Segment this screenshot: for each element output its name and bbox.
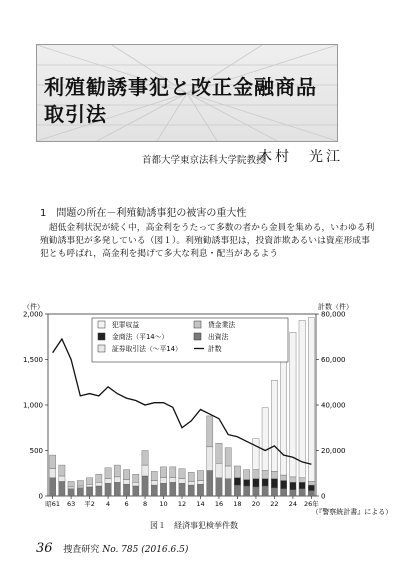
bar-segment: [253, 479, 259, 487]
bar-segment: [105, 479, 111, 484]
bar-segment: [123, 470, 129, 480]
bar-segment: [299, 489, 305, 496]
body-paragraph: 超低金利状況が続く中，高金利をうたって多数の者から金員を集める，いわゆる利殖勧誘事犯が多発している（図１）。利殖勧誘事犯は，投資詐欺あるいは資産形成事犯とも呼ばれ，高金利を掲げて多大な利息・配当があるよう: [40, 223, 375, 259]
left-axis-tick-label: 1,500: [22, 356, 43, 364]
page-number: 36: [36, 541, 53, 556]
chart-source-note: （『警察統計書』による）: [311, 508, 393, 516]
bar-segment: [49, 478, 55, 496]
bar-segment: [96, 486, 102, 496]
bar-segment: [86, 478, 92, 484]
bar-segment: [253, 439, 259, 470]
bar-segment: [216, 478, 222, 496]
bar-segment: [179, 479, 185, 484]
bar-segment: [68, 481, 74, 486]
bar-segment: [59, 481, 65, 496]
bar-segment: [170, 478, 176, 483]
bar-segment: [290, 490, 296, 496]
x-axis-tick-label: 63: [66, 500, 76, 508]
left-axis-tick-label: 500: [29, 447, 43, 455]
bar-segment: [188, 481, 194, 485]
figure-caption: 図１ 経済事犯検挙件数: [150, 521, 238, 530]
x-axis-tick-label: 16: [214, 500, 224, 508]
left-axis-tick-label: 0: [38, 492, 43, 501]
bar-segment: [188, 485, 194, 496]
legend-swatch: [194, 333, 201, 340]
right-axis-tick-label: 20,000: [321, 447, 346, 455]
bar-segment: [216, 443, 222, 463]
bar-segment: [77, 481, 83, 486]
x-axis-tick-label: 22: [270, 500, 279, 508]
bar-segment: [142, 451, 148, 466]
bar-segment: [59, 476, 65, 481]
bar-segment: [142, 476, 148, 496]
x-axis-tick-label: 14: [196, 500, 205, 508]
legend-label: 犯罪収益: [112, 321, 140, 329]
bar-segment: [225, 448, 231, 466]
left-axis-tick-label: 2,000: [22, 310, 43, 319]
bar-segment: [308, 481, 314, 485]
x-axis-tick-label: 26年: [303, 500, 319, 508]
journal-name: 捜査研究: [63, 545, 100, 555]
bar-segment: [262, 408, 268, 471]
page-footer: [36, 541, 188, 556]
legend-label: 金商法（平14～）: [112, 333, 169, 341]
legend-swatch: [194, 321, 201, 328]
article-title-line2: 取引法: [44, 102, 107, 126]
bar-segment: [197, 471, 203, 481]
bar-segment: [207, 416, 213, 447]
bar-segment: [123, 480, 129, 485]
bar-segment: [308, 318, 314, 482]
bar-segment: [77, 488, 83, 496]
bar-segment: [262, 471, 268, 479]
bar-segment: [299, 478, 305, 483]
legend-swatch: [98, 345, 105, 352]
bar-segment: [114, 465, 120, 477]
right-axis-tick-label: 80,000: [321, 310, 346, 319]
article-title: [44, 74, 317, 128]
bar-segment: [68, 489, 74, 496]
right-axis-tick-label: 40,000: [321, 401, 346, 410]
bar-segment: [262, 486, 268, 496]
journal-issue: No. 785: [102, 545, 139, 555]
bar-segment: [308, 491, 314, 496]
bar-segment: [225, 466, 231, 479]
legend-label: 貸金業法: [208, 321, 236, 329]
bar-segment: [151, 485, 157, 496]
bar-segment: [77, 486, 83, 488]
bar-segment: [299, 320, 305, 477]
bar-segment: [179, 469, 185, 479]
bar-segment: [290, 477, 296, 482]
bar-segment: [244, 480, 250, 486]
bar-segment: [170, 482, 176, 496]
chart-figure: [0, 300, 410, 520]
bar-segment: [253, 470, 259, 479]
bar-segment: [207, 447, 213, 471]
x-axis-tick-label: 12: [177, 500, 187, 508]
bar-segment: [271, 380, 277, 471]
legend-swatch: [98, 321, 105, 328]
bar-segment: [123, 484, 129, 496]
bar-segment: [281, 481, 287, 489]
bar-segment: [234, 478, 240, 485]
bar-segment: [234, 485, 240, 496]
bar-segment: [170, 467, 176, 478]
x-axis-tick-label: 18: [233, 500, 242, 508]
bar-segment: [86, 487, 92, 496]
bar-segment: [49, 469, 55, 478]
bar-segment: [160, 478, 166, 483]
bar-segment: [142, 465, 148, 476]
bar-segment: [225, 479, 231, 496]
bar-segment: [197, 484, 203, 496]
legend-label: 出資法: [208, 333, 229, 341]
right-axis-tick-label: 60,000: [321, 356, 346, 364]
bar-segment: [160, 483, 166, 496]
author-name: 木村 光江: [258, 149, 343, 165]
x-axis-tick-label: 4: [105, 500, 111, 508]
bar-segment: [105, 468, 111, 479]
right-axis-unit: 計数（件）: [318, 303, 353, 311]
legend-swatch: [98, 333, 105, 340]
bar-segment: [133, 482, 139, 486]
x-axis-tick-label: 平2: [84, 500, 95, 508]
bar-segment: [133, 474, 139, 482]
bar-segment: [114, 482, 120, 496]
bar-segment: [281, 475, 287, 480]
bar-segment: [290, 332, 296, 477]
bar-segment: [179, 483, 185, 496]
bar-segment: [271, 488, 277, 496]
bar-segment: [290, 482, 296, 489]
bar-segment: [105, 483, 111, 496]
bar-segment: [86, 484, 92, 487]
bar-segment: [207, 471, 213, 496]
x-axis-tick-label: 8: [142, 500, 148, 508]
bar-segment: [49, 455, 55, 469]
bar-segment: [96, 474, 102, 482]
author-affiliation: 首都大学東京法科大学院教授: [142, 155, 266, 166]
bar-segment: [68, 487, 74, 489]
bar-segment: [151, 471, 157, 480]
bar-segment: [262, 479, 268, 486]
legend-label: 証券取引法（～平14）: [112, 345, 182, 353]
x-axis-tick-label: 10: [159, 500, 168, 508]
article-title-line1: 利殖勧誘事犯と改正金融商品: [44, 75, 317, 99]
x-axis-tick-label: 昭61: [45, 500, 61, 508]
bar-segment: [133, 486, 139, 496]
bar-segment: [244, 486, 250, 496]
body-text: [40, 222, 376, 261]
legend-label: 計数: [208, 345, 222, 353]
journal-date: (2016.6.5): [141, 545, 189, 555]
x-axis-tick-label: 20: [251, 500, 261, 508]
bar-segment: [271, 479, 277, 488]
bar-segment: [299, 482, 305, 488]
bar-segment: [271, 471, 277, 478]
x-axis-tick-label: 24: [288, 500, 298, 508]
bar-segment: [216, 463, 222, 478]
bar-segment: [151, 481, 157, 486]
bar-segment: [234, 466, 240, 478]
x-axis-tick-label: 6: [124, 500, 129, 508]
bar-segment: [188, 472, 194, 481]
bar-segment: [114, 477, 120, 482]
left-axis-unit: （件）: [23, 303, 44, 311]
bar-segment: [96, 482, 102, 486]
bar-segment: [281, 489, 287, 496]
bar-segment: [253, 487, 259, 496]
right-axis-tick-label: 0: [321, 492, 326, 501]
bar-segment: [244, 470, 250, 480]
bar-segment: [160, 467, 166, 478]
section-heading: 1 問題の所在－利殖勧誘事犯の被害の重大性: [40, 208, 247, 219]
bar-segment: [59, 465, 65, 476]
bar-segment: [197, 481, 203, 485]
bar-segment: [308, 485, 314, 490]
left-axis-tick-label: 1,000: [22, 401, 43, 410]
